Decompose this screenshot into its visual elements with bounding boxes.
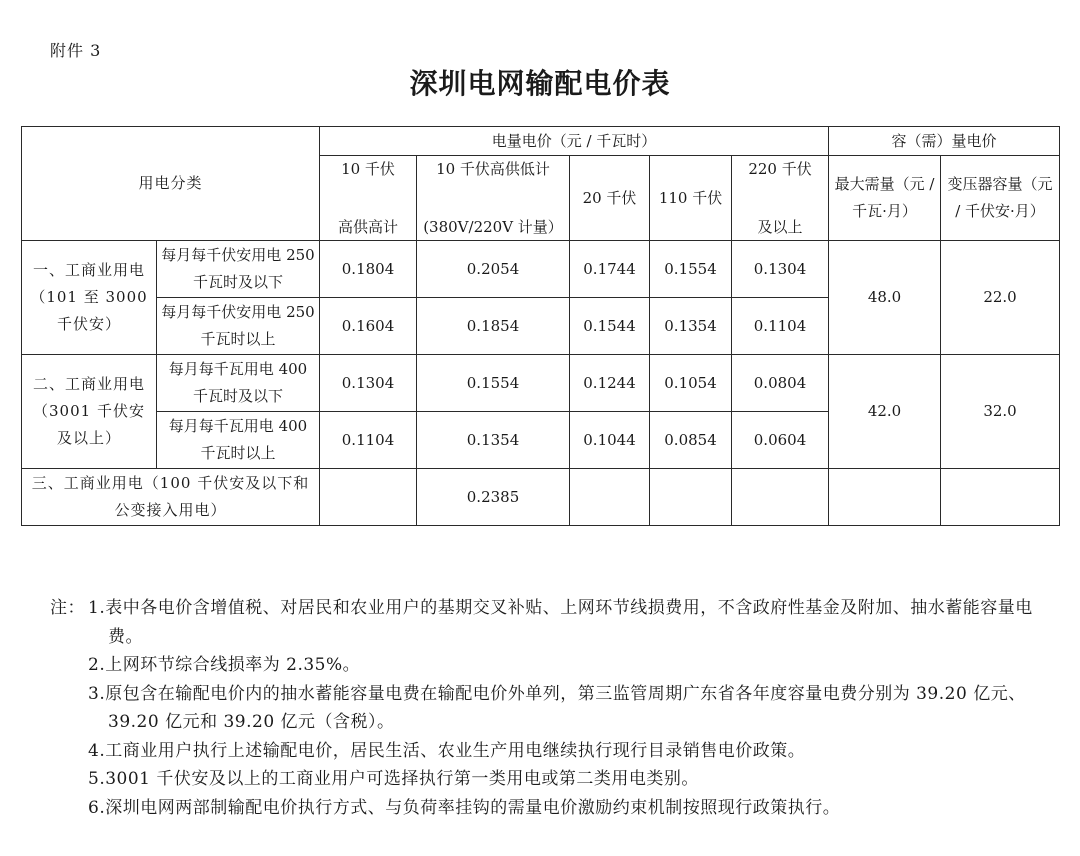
header-220kv-line1: 220 千伏: [748, 160, 812, 178]
price-cell-220kv: [732, 469, 829, 526]
demand-price-cell: 48.0: [829, 241, 941, 355]
header-10kv: [320, 156, 417, 241]
price-cell-110kv: 0.1554: [650, 241, 732, 298]
note-item: 3.原包含在输配电价内的抽水蓄能容量电费在输配电价外单列，第三监管周期广东省各年度容量电费分别为 39.20 亿元、39.20 亿元和 39.20 亿元（含税）。: [88, 683, 1026, 732]
note-item: 6.深圳电网两部制输配电价执行方式、与负荷率挂钩的需量电价激励约束机制按照现行政策执行。: [88, 797, 841, 818]
note-item: 5.3001 千伏安及以上的工商业用户可选择执行第一类用电或第二类用电类别。: [88, 769, 699, 789]
header-energy-price: 电量电价（元 / 千瓦时）: [320, 127, 829, 156]
note-item: 4.工商业用户执行上述输配电价，居民生活、农业生产用电继续执行现行目录销售电价政策。: [88, 740, 806, 761]
header-10kv-low-line1: 10 千伏高供低计: [436, 160, 550, 178]
header-10kv-line1: 10 千伏: [341, 160, 395, 178]
price-cell-110kv: [650, 469, 732, 526]
page-title: 深圳电网输配电价表: [409, 67, 671, 100]
price-cell-20kv: 0.1744: [570, 241, 650, 298]
header-20kv: 20 千伏: [570, 156, 650, 241]
price-cell-10kv: 0.1104: [320, 412, 417, 469]
note-item: 2.上网环节综合线损率为 2.35%。: [88, 655, 361, 675]
price-cell-110kv: 0.1354: [650, 298, 732, 355]
header-110kv: 110 千伏: [650, 156, 732, 241]
table-row: [22, 469, 1060, 526]
sub-category-label: 每月每千伏安用电 250 千瓦时及以下: [157, 241, 320, 298]
price-cell-10kv-low: 0.2385: [417, 469, 570, 526]
price-cell-10kv: 0.1304: [320, 355, 417, 412]
price-cell-10kv-low: 0.1854: [417, 298, 570, 355]
price-cell-10kv-low: 0.2054: [417, 241, 570, 298]
price-cell-20kv: 0.1544: [570, 298, 650, 355]
header-220kv-line2: 及以上: [757, 218, 803, 236]
price-cell-220kv: 0.1304: [732, 241, 829, 298]
header-10kv-line2: 高供高计: [338, 218, 399, 236]
header-10kv-low-line2: (380V/220V 计量）: [423, 218, 563, 236]
price-cell-20kv: 0.1244: [570, 355, 650, 412]
header-10kv-low: [417, 156, 570, 241]
price-cell-220kv: 0.0604: [732, 412, 829, 469]
note-item: 1.表中各电价含增值税、对居民和农业用户的基期交叉补贴、上网环节线损费用，不含政府性基金及附加、抽水蓄能容量电费。: [88, 598, 1033, 647]
group-label: 二、工商业用电（3001 千伏安及以上）: [22, 355, 157, 469]
transformer-price-cell: [941, 469, 1060, 526]
table-row: [22, 241, 1060, 298]
attachment-label: 附件 3: [50, 41, 102, 60]
sub-category-label: 每月每千瓦用电 400 千瓦时以上: [157, 412, 320, 469]
price-cell-20kv: 0.1044: [570, 412, 650, 469]
price-cell-220kv: 0.0804: [732, 355, 829, 412]
table-row: [22, 355, 1060, 412]
transformer-price-cell: 22.0: [941, 241, 1060, 355]
header-capacity-price: 容（需）量电价: [829, 127, 1060, 156]
group-label: 一、工商业用电（101 至 3000 千伏安）: [22, 241, 157, 355]
header-220kv: [732, 156, 829, 241]
header-transformer-capacity: 变压器容量（元 / 千伏安·月）: [941, 156, 1060, 241]
price-cell-10kv-low: 0.1354: [417, 412, 570, 469]
transformer-price-cell: 32.0: [941, 355, 1060, 469]
sub-category-label: 每月每千瓦用电 400 千瓦时及以下: [157, 355, 320, 412]
price-cell-20kv: [570, 469, 650, 526]
header-category: 用电分类: [22, 127, 320, 241]
notes-section: [50, 594, 1060, 822]
notes-heading: 注：: [50, 598, 85, 618]
demand-price-cell: 42.0: [829, 355, 941, 469]
price-cell-110kv: 0.1054: [650, 355, 732, 412]
demand-price-cell: [829, 469, 941, 526]
sub-category-label: 每月每千伏安用电 250 千瓦时以上: [157, 298, 320, 355]
header-max-demand: 最大需量（元 / 千瓦·月）: [829, 156, 941, 241]
price-cell-10kv: [320, 469, 417, 526]
price-cell-10kv: 0.1804: [320, 241, 417, 298]
price-table: [21, 126, 1060, 526]
price-cell-110kv: 0.0854: [650, 412, 732, 469]
price-cell-220kv: 0.1104: [732, 298, 829, 355]
header-row-1: [22, 127, 1060, 156]
price-cell-10kv: 0.1604: [320, 298, 417, 355]
row3-label: 三、工商业用电（100 千伏安及以下和公变接入用电）: [22, 469, 320, 526]
price-cell-10kv-low: 0.1554: [417, 355, 570, 412]
